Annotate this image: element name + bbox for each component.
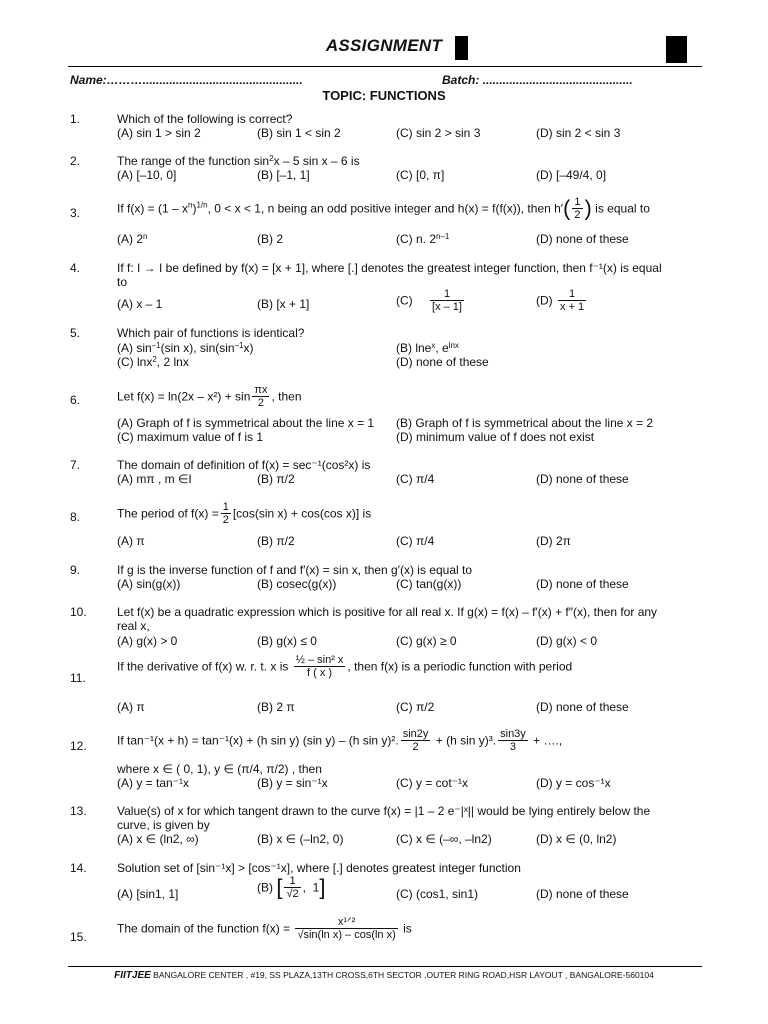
option-b: (B) sin 1 < sin 2 <box>257 126 341 140</box>
option-c: (C) π/2 <box>396 700 435 714</box>
option-a: (A) mπ , m ∈I <box>117 472 192 486</box>
question-stem-cont: curve, is given by <box>117 818 210 832</box>
option-a: (A) π <box>117 700 145 714</box>
option-c: (C) (cos1, sin1) <box>396 887 479 901</box>
question-stem: If tan⁻¹(x + h) = tan⁻¹(x) + (h sin y) (sin y) – (h sin y)². $\frac{\sin 2y}{2}$ + (h sin y)³. $\frac{\sin 3y}{3}$ + …., <box>117 728 563 753</box>
option-d: (D) $\frac{1}{x + 1}$ <box>536 288 585 313</box>
option-b: (B) x ∈ (–ln2, 0) <box>257 832 344 846</box>
option-b: (B) [ $\frac{1}{√2}$ , 1] <box>257 874 326 900</box>
option-c: (C) maximum value of f is 1 <box>117 430 264 444</box>
option-d: (D) [–49/4, 0] <box>536 168 607 182</box>
option-c: (C) g(x) ≥ 0 <box>396 634 457 648</box>
option-a: (A) sin 1 > sin 2 <box>117 126 201 140</box>
option-a: (A) x ∈ (ln2, ∞) <box>117 832 199 846</box>
question-stem: If f: I → I be defined by f(x) = [x + 1], where [.] denotes the greatest integer function, then f⁻¹(x) is equal <box>117 261 662 275</box>
option-c: (C) n. 2$^{n-1}$ <box>396 232 450 246</box>
option-b: (B) 2 π <box>257 700 295 714</box>
option-c: (C) x ∈ (–∞, –ln2) <box>396 832 492 846</box>
option-b: (B) cosec(g(x)) <box>257 577 337 591</box>
footer-rule <box>68 966 702 967</box>
option-c: (C) $\frac{1}{[x - 1]}$ <box>396 288 462 313</box>
footer-address: FIITJEE BANGALORE CENTER , #19, SS PLAZA,13TH CROSS,6TH SECTOR ,OUTER RING ROAD,HSR LAYOUT , BANGALORE-560104 <box>114 970 654 981</box>
option-b: (B) π/2 <box>257 534 295 548</box>
option-b: (B) 2 <box>257 232 284 246</box>
assignment-title: ASSIGNMENT <box>325 36 443 55</box>
option-a: (A) 2$^n$ <box>117 232 148 246</box>
header-rule <box>68 66 702 67</box>
option-d: (D) none of these <box>536 472 629 486</box>
question-stem: Which of the following is correct? <box>117 112 293 126</box>
option-a: (A) π <box>117 534 145 548</box>
option-a: (A) g(x) > 0 <box>117 634 178 648</box>
question-stem: If the derivative of f(x) w. r. t. x is $\frac{\text{½ – sin² x}}{f ( x )}$ , then f(x) is a periodic function with period <box>117 654 573 679</box>
option-a: (A) [–10, 0] <box>117 168 177 182</box>
question-stem: The period of f(x) = $\frac{1}{2}$ [cos(sin x) + cos(cos x)] is <box>117 501 372 526</box>
option-b: (B) [x + 1] <box>257 297 310 311</box>
option-c: (C) sin 2 > sin 3 <box>396 126 481 140</box>
question-stem: Let f(x) be a quadratic expression which is positive for all real x. If g(x) = f(x) – f′(x) + f″(x), then for any <box>117 605 658 619</box>
option-d: (D) none of these <box>396 355 489 369</box>
option-d: (D) x ∈ (0, ln2) <box>536 832 617 846</box>
question-stem: Let f(x) = ln(2x – x²) + sin $\frac{\pi x}{2}$ , then <box>117 384 302 409</box>
header-block-right <box>666 36 687 63</box>
option-d: (D) none of these <box>536 232 629 246</box>
option-d: (D) g(x) < 0 <box>536 634 598 648</box>
option-b: (B) π/2 <box>257 472 295 486</box>
option-b: (B) [–1, 1] <box>257 168 310 182</box>
topic-heading: TOPIC: FUNCTIONS <box>322 88 446 103</box>
option-c: (C) [0, π] <box>396 168 445 182</box>
question-stem: If g is the inverse function of f and f′(x) = sin x, then g′(x) is equal to <box>117 563 473 577</box>
option-a: (A) x – 1 <box>117 297 163 311</box>
question-stem-cont: to <box>117 275 128 289</box>
question-stem: If $f(x) = (1 - x^n)^{1/n}$, 0 < x < 1, n being an odd positive integer and h(x) = f(f(x)), then h′( $\frac{1}{2}$ ) is equal to <box>117 195 650 221</box>
option-c: (C) π/4 <box>396 472 435 486</box>
name-field-label: Name:………................................................ <box>70 73 303 87</box>
batch-field-label: Batch: ............................................. <box>442 73 633 87</box>
question-stem-cont: where x ∈ ( 0, 1), y ∈ (π/4, π/2) , then <box>117 762 322 776</box>
option-a: (A) y = tan⁻¹x <box>117 776 190 790</box>
option-b: (B) lne$^x$, $e^{lnx}$ <box>396 341 459 355</box>
question-stem: The range of the function $\sin^2x - 5$ sin x – 6 is <box>117 154 360 168</box>
option-c: (C) π/4 <box>396 534 435 548</box>
option-d: (D) minimum value of f does not exist <box>396 430 595 444</box>
question-stem-cont: real x, <box>117 619 150 633</box>
option-c: (C) tan(g(x)) <box>396 577 462 591</box>
option-d: (D) none of these <box>536 700 629 714</box>
option-b: (B) g(x) ≤ 0 <box>257 634 317 648</box>
option-a: (A) sin(g(x)) <box>117 577 181 591</box>
question-stem: Which pair of functions is identical? <box>117 326 305 340</box>
question-stem: The domain of definition of f(x) = sec⁻¹(cos²x) is <box>117 458 371 472</box>
option-d: (D) y = cos⁻¹x <box>536 776 611 790</box>
question-stem: Value(s) of x for which tangent drawn to the curve f(x) = |1 – 2 e⁻|ˣ|| would be lying entirely below the <box>117 804 651 818</box>
option-c: (C) y = cot⁻¹x <box>396 776 469 790</box>
footer-brand: FIITJEE <box>114 970 151 981</box>
option-c: (C) lnx$^2$, 2 lnx <box>117 355 189 369</box>
option-d: (D) none of these <box>536 577 629 591</box>
question-stem: Solution set of [sin⁻¹x] > [cos⁻¹x], where [.] denotes greatest integer function <box>117 861 521 875</box>
option-a: (A) [sin1, 1] <box>117 887 179 901</box>
option-b: (B) Graph of f is symmetrical about the line x = 2 <box>396 416 654 430</box>
option-d: (D) 2π <box>536 534 571 548</box>
option-b: (B) y = sin⁻¹x <box>257 776 328 790</box>
option-a: (A) $\sin^{-1}(\sin$ x), $\sin(\sin^{-1}x)$ <box>117 341 254 355</box>
option-a: (A) Graph of f is symmetrical about the line x = 1 <box>117 416 375 430</box>
option-d: (D) none of these <box>536 887 629 901</box>
option-d: (D) sin 2 < sin 3 <box>536 126 621 140</box>
question-stem: The domain of the function f(x) = $\frac{\text{x¹ᐟ²}}{\text{√sin(ln x) – cos(ln x)}}$ is <box>117 916 412 941</box>
